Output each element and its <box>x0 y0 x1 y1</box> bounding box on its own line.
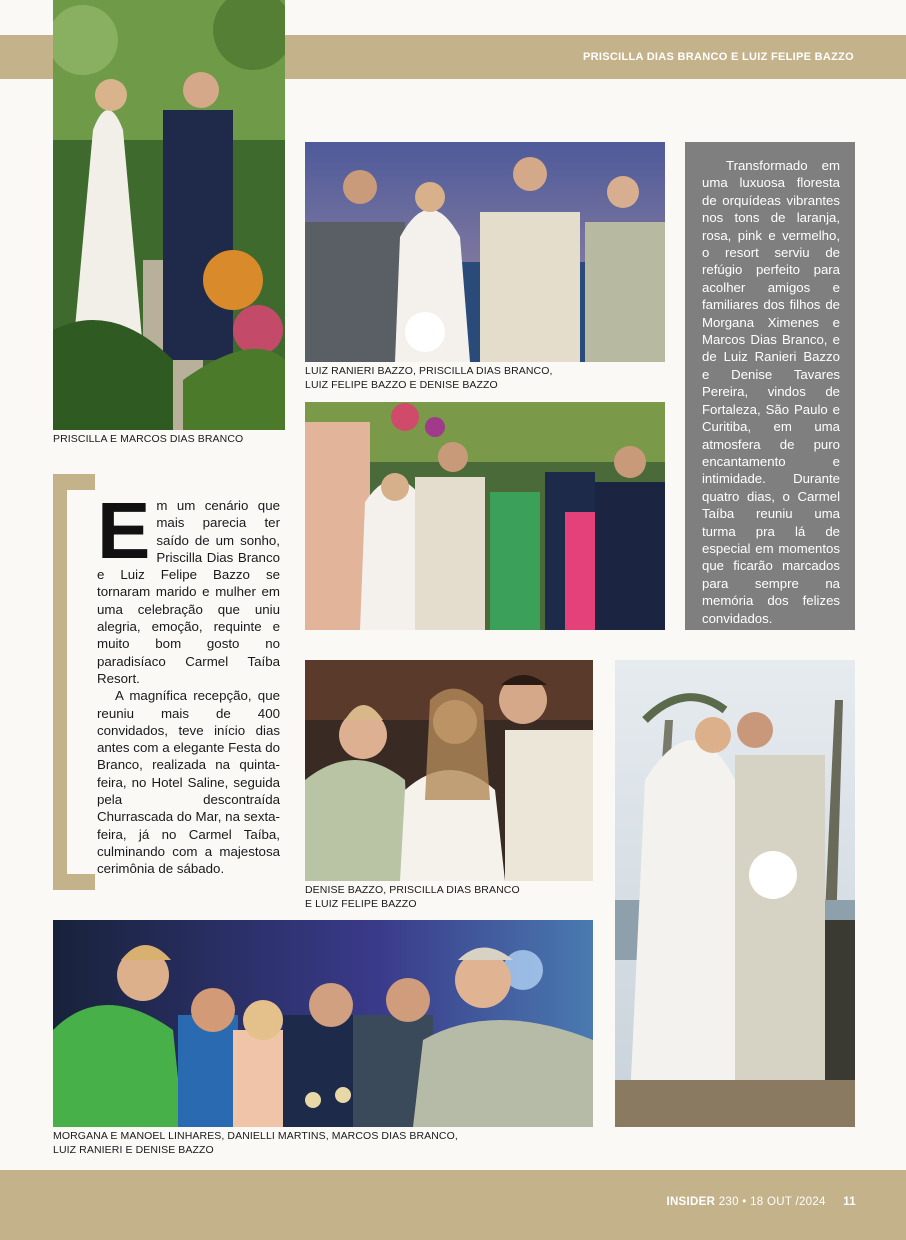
drop-cap: E <box>97 486 151 575</box>
caption-photo-family-sea: LUIZ RANIERI BAZZO, PRISCILLA DIAS BRANCO, LUIZ FELIPE BAZZO E DENISE BAZZO <box>305 365 553 391</box>
photo-group-toast <box>53 920 593 1127</box>
decorative-bracket <box>53 474 67 890</box>
decorative-bracket-top <box>53 474 95 490</box>
issue-info: 230 • 18 OUT /2024 <box>718 1196 826 1208</box>
page-header-title: PRISCILLA DIAS BRANCO E LUIZ FELIPE BAZZO <box>582 51 854 63</box>
decorative-bracket-bottom <box>53 874 95 890</box>
article-paragraph-2: A magnífica recepção, que reuniu mais de 400 convidados, teve início dias antes com a elegante Festa do Branco, realizada na quinta-feira, no Hotel Saline, seguida pela descontraída Churrascada do Mar, na sexta-feira, já no Carmel Taíba, culminando com a majestosa cerimônia de sábado. <box>97 688 280 877</box>
page-number: 11 <box>843 1196 856 1208</box>
magazine-name: INSIDER <box>666 1196 716 1208</box>
article-body <box>97 486 280 878</box>
caption-photo-mother-couple: DENISE BAZZO, PRISCILLA DIAS BRANCO E LUIZ FELIPE BAZZO <box>305 884 520 910</box>
caption-photo-bride-father: PRISCILLA E MARCOS DIAS BRANCO <box>53 433 244 445</box>
sidebar-text: Transformado em uma luxuosa floresta de orquídeas vibrantes nos tons de laranja, rosa, pink e vermelho, o resort serviu de refúgio perfeito para acolher amigos e familiares dos filhos de Morgana Ximenes e Marcos Dias Branco, e de Luiz Ranieri Bazzo e Denise Tavares Pereira, vindos de Fortaleza, São Paulo e Curitiba, em uma atmosfera de puro encantamento e intimidade. Durante quatro dias, o Carmel Taíba reuniu uma turma pra lá de especial em momentos que ficarão marcados para sempre na memória dos felizes convidados. <box>702 158 840 626</box>
footer-folio <box>666 1196 856 1208</box>
photo-bride-father <box>53 0 285 430</box>
photo-couple-kiss <box>615 660 855 1127</box>
photo-family-sea <box>305 142 665 362</box>
photo-mother-couple <box>305 660 593 881</box>
article-paragraph-1: Em um cenário que mais parecia ter saído de um sonho, Priscilla Dias Branco e Luiz Felipe Bazzo se tornaram marido e mulher em uma celebração que uniu alegria, emoção, requinte e muito bom gosto no paradisíaco Carmel Taíba Resort. <box>97 486 280 686</box>
caption-photo-group-toast: MORGANA E MANOEL LINHARES, DANIELLI MARTINS, MARCOS DIAS BRANCO, LUIZ RANIERI E DENISE BAZZO <box>53 1130 458 1156</box>
sidebar-text-box <box>685 142 855 630</box>
photo-couple-walking <box>305 402 665 630</box>
